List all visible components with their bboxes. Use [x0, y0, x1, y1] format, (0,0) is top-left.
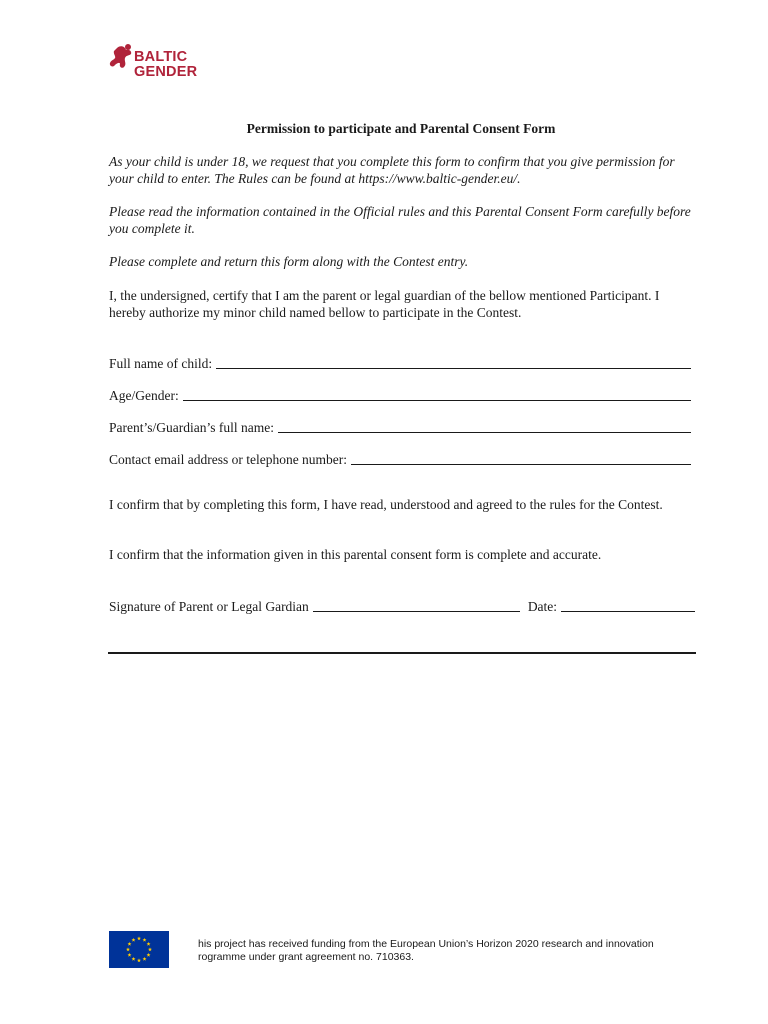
age-gender-field[interactable]: [109, 386, 691, 404]
confirm-rules-paragraph: I confirm that by completing this form, I have read, understood and agreed to the rules for the Contest.: [109, 497, 663, 512]
confirm-accuracy-paragraph: I confirm that the information given in this parental consent form is complete and accurate.: [109, 547, 602, 562]
signature-row[interactable]: [109, 597, 695, 615]
section-divider: [108, 652, 696, 654]
signature-label: Signature of Parent or Legal Gardian: [109, 599, 309, 614]
signature-line[interactable]: [313, 597, 520, 612]
contact-line[interactable]: [351, 450, 691, 465]
logo-word-baltic: BALTIC: [134, 49, 188, 65]
intro-paragraph-rules: As your child is under 18, we request that you complete this form to confirm that you give permission for your child to enter. The Rules can be found at https://www.baltic-gender.eu/.: [109, 154, 675, 186]
age-gender-line[interactable]: [183, 386, 691, 401]
certify-paragraph: I, the undersigned, certify that I am the parent or legal guardian of the bellow mentioned Participant. I hereby authorize my minor child named bellow to participate in the Contest.: [109, 288, 660, 320]
age-gender-label: Age/Gender:: [109, 388, 179, 403]
child-name-field[interactable]: [109, 354, 691, 372]
form-title: Permission to participate and Parental Consent Form: [246, 121, 556, 136]
guardian-name-label: Parent’s/Guardian’s full name:: [109, 420, 274, 435]
contact-field[interactable]: [109, 450, 691, 468]
child-name-line[interactable]: [216, 354, 691, 369]
eu-flag-icon: [109, 931, 169, 968]
contact-label: Contact email address or telephone number:: [109, 452, 348, 467]
funding-line-1: his project has received funding from the European Union’s Horizon 2020 research and innovation: [198, 938, 654, 950]
intro-paragraph-return: Please complete and return this form along with the Contest entry.: [109, 254, 469, 269]
intro-paragraph-read: Please read the information contained in the Official rules and this Parental Consent Form carefully before you complete it.: [109, 204, 691, 236]
guardian-name-field[interactable]: [109, 418, 691, 436]
guardian-name-line[interactable]: [278, 418, 691, 433]
funding-line-2: rogramme under grant agreement no. 710363.: [198, 951, 414, 963]
logo-word-gender: GENDER: [134, 64, 198, 80]
child-name-label: Full name of child:: [109, 356, 213, 371]
date-line[interactable]: [561, 597, 695, 612]
baltic-gender-logo: [108, 42, 218, 86]
funding-notice: [198, 938, 718, 964]
logo-figure-icon: [108, 44, 136, 76]
date-label: Date:: [527, 599, 558, 614]
